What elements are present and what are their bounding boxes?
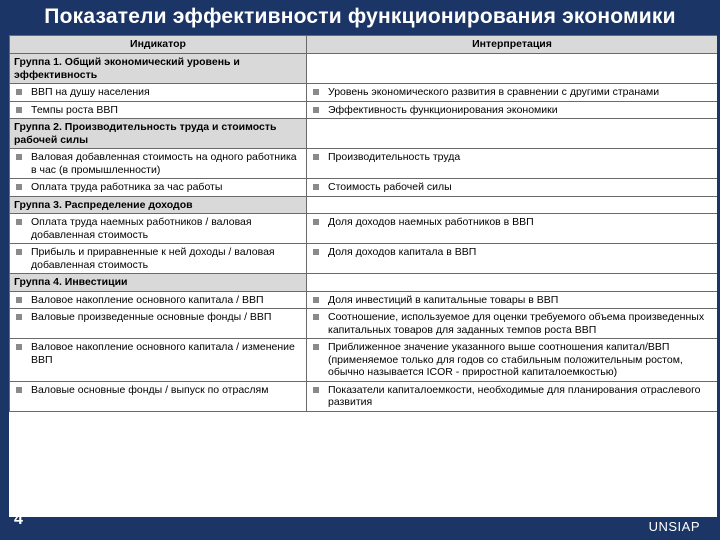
interpretation-text: Доля инвестиций в капитальные товары в ВВП bbox=[328, 293, 559, 306]
indicator-text: Валовые основные фонды / выпуск по отраслям bbox=[31, 383, 269, 396]
square-bullet-icon bbox=[16, 344, 22, 350]
interpretation-cell bbox=[307, 214, 718, 244]
table-row bbox=[10, 179, 718, 197]
indicator-text: Валовое накопление основного капитала / ВВП bbox=[31, 293, 264, 306]
interpretation-cell bbox=[307, 179, 718, 197]
list-item bbox=[311, 341, 713, 379]
square-bullet-icon bbox=[313, 219, 319, 225]
interpretation-cell bbox=[307, 339, 718, 382]
group-row bbox=[10, 119, 718, 149]
list-item bbox=[14, 86, 302, 99]
list-item bbox=[311, 384, 713, 409]
table-body bbox=[10, 54, 718, 412]
indicator-cell bbox=[10, 84, 307, 102]
indicator-text: Валовые произведенные основные фонды / ВВП bbox=[31, 311, 272, 323]
group-empty-cell bbox=[307, 119, 718, 149]
indicator-text: Валовое накопление основного капитала / изменение ВВП bbox=[31, 341, 295, 366]
list-item bbox=[14, 104, 302, 117]
interpretation-text: Соотношение, используемое для оценки требуемого объема произведенных капитальных товаров для заданных темпов роста ВВП bbox=[328, 311, 705, 336]
group-label: Группа 4. Инвестиции bbox=[10, 274, 307, 292]
indicator-cell bbox=[10, 149, 307, 179]
list-item bbox=[14, 216, 302, 241]
square-bullet-icon bbox=[16, 154, 22, 160]
indicator-cell bbox=[10, 179, 307, 197]
group-row bbox=[10, 274, 718, 292]
square-bullet-icon bbox=[313, 387, 319, 393]
table-row bbox=[10, 309, 718, 339]
indicator-text: Прибыль и приравненные к ней доходы / валовая добавленная стоимость bbox=[31, 246, 275, 271]
logo-text: UNSIAP bbox=[648, 519, 700, 534]
indicator-cell bbox=[10, 101, 307, 119]
group-label: Группа 1. Общий экономический уровень и эффективность bbox=[10, 54, 307, 84]
square-bullet-icon bbox=[16, 184, 22, 190]
indicator-cell bbox=[10, 244, 307, 274]
square-bullet-icon bbox=[16, 89, 22, 95]
square-bullet-icon bbox=[16, 219, 22, 225]
square-bullet-icon bbox=[16, 297, 22, 303]
table-row bbox=[10, 84, 718, 102]
group-row bbox=[10, 54, 718, 84]
table-row bbox=[10, 214, 718, 244]
table-row bbox=[10, 291, 718, 309]
list-item bbox=[311, 86, 713, 99]
interpretation-text: Стоимость рабочей силы bbox=[328, 181, 452, 193]
indicators-table bbox=[9, 35, 717, 517]
list-item bbox=[14, 181, 302, 194]
square-bullet-icon bbox=[16, 107, 22, 113]
header-interpretation: Интерпретация bbox=[307, 36, 718, 54]
indicator-cell bbox=[10, 339, 307, 382]
table-row bbox=[10, 381, 718, 411]
group-label: Группа 3. Распределение доходов bbox=[10, 196, 307, 214]
interpretation-cell bbox=[307, 84, 718, 102]
table-header-row bbox=[10, 36, 718, 54]
interpretation-text: Производительность труда bbox=[328, 151, 461, 163]
table-row bbox=[10, 149, 718, 179]
list-item bbox=[311, 311, 713, 336]
interpretation-cell bbox=[307, 309, 718, 339]
interpretation-cell bbox=[307, 244, 718, 274]
list-item bbox=[311, 294, 713, 307]
interpretation-text: Доля доходов наемных работников в ВВП bbox=[328, 216, 534, 228]
group-empty-cell bbox=[307, 274, 718, 292]
slide-title: Показатели эффективности функционирования экономики bbox=[44, 5, 676, 28]
square-bullet-icon bbox=[313, 249, 319, 255]
indicator-cell bbox=[10, 214, 307, 244]
square-bullet-icon bbox=[16, 314, 22, 320]
list-item bbox=[14, 294, 302, 307]
list-item bbox=[311, 246, 713, 259]
interpretation-cell bbox=[307, 101, 718, 119]
group-empty-cell bbox=[307, 54, 718, 84]
indicator-text: Темпы роста ВВП bbox=[31, 103, 118, 116]
indicator-cell bbox=[10, 309, 307, 339]
list-item bbox=[311, 216, 713, 229]
square-bullet-icon bbox=[16, 387, 22, 393]
table-row bbox=[10, 244, 718, 274]
list-item bbox=[14, 311, 302, 324]
indicator-text: Оплата труда работника за час работы bbox=[31, 181, 223, 193]
table-row bbox=[10, 101, 718, 119]
indicator-text: Валовая добавленная стоимость на одного работника в час (в промышленности) bbox=[31, 151, 297, 176]
interpretation-text: Приближенное значение указанного выше соотношения капитал/ВВП (применяемое только для годов со стабильным положительным ростом, обычно называется ICOR - приростной капиталоемкостью) bbox=[328, 341, 683, 378]
indicator-text: ВВП на душу населения bbox=[31, 86, 150, 98]
square-bullet-icon bbox=[313, 297, 319, 303]
list-item bbox=[311, 104, 713, 117]
indicator-cell bbox=[10, 381, 307, 411]
square-bullet-icon bbox=[313, 107, 319, 113]
square-bullet-icon bbox=[313, 344, 319, 350]
group-empty-cell bbox=[307, 196, 718, 214]
square-bullet-icon bbox=[313, 154, 319, 160]
list-item bbox=[14, 151, 302, 176]
interpretation-text: Доля доходов капитала в ВВП bbox=[328, 246, 477, 258]
list-item bbox=[14, 384, 302, 397]
interpretation-text: Эффективность функционирования экономики bbox=[328, 103, 558, 116]
indicator-text: Оплата труда наемных работников / валовая добавленная стоимость bbox=[31, 216, 252, 241]
interpretation-text: Показатели капиталоемкости, необходимые для планирования отраслевого развития bbox=[328, 383, 701, 408]
group-row bbox=[10, 196, 718, 214]
list-item bbox=[14, 341, 302, 366]
header-indicator: Индикатор bbox=[10, 36, 307, 54]
list-item bbox=[311, 181, 713, 194]
square-bullet-icon bbox=[313, 314, 319, 320]
list-item bbox=[311, 151, 713, 164]
list-item bbox=[14, 246, 302, 271]
indicator-cell bbox=[10, 291, 307, 309]
interpretation-text: Уровень экономического развития в сравнении с другими странами bbox=[328, 86, 660, 98]
page-number: 4 bbox=[14, 511, 23, 528]
interpretation-cell bbox=[307, 149, 718, 179]
table-row bbox=[10, 339, 718, 382]
interpretation-cell bbox=[307, 291, 718, 309]
interpretation-cell bbox=[307, 381, 718, 411]
square-bullet-icon bbox=[16, 249, 22, 255]
square-bullet-icon bbox=[313, 184, 319, 190]
square-bullet-icon bbox=[313, 89, 319, 95]
group-label: Группа 2. Производительность труда и стоимость рабочей силы bbox=[10, 119, 307, 149]
